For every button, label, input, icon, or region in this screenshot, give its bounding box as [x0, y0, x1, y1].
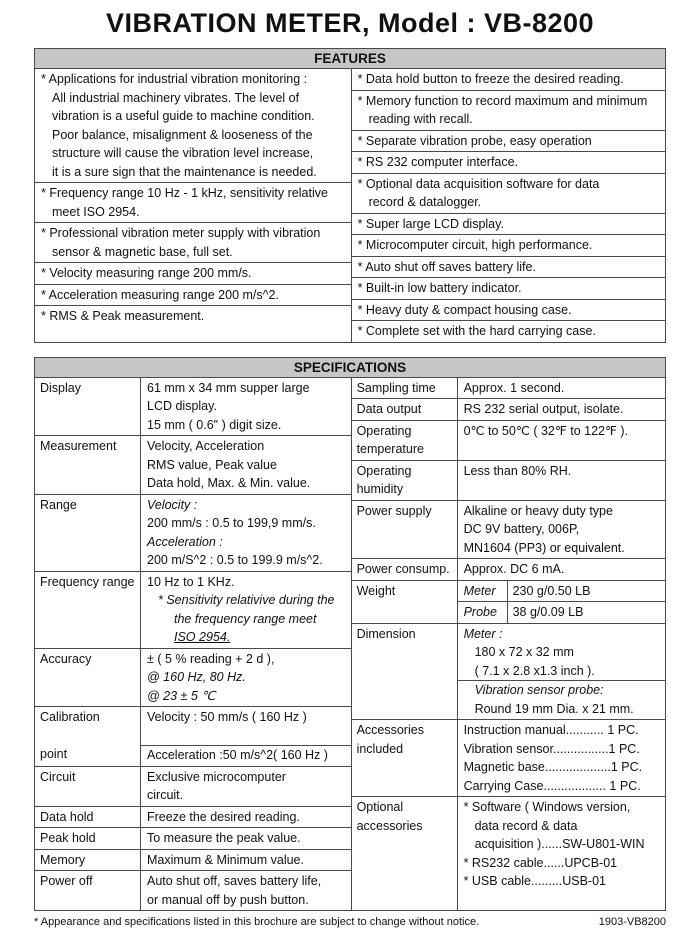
- feature-item: [35, 306, 351, 342]
- spec-value: [141, 436, 351, 494]
- spec-value: [141, 572, 351, 648]
- spec-subkey: Meter: [458, 581, 508, 602]
- spec-value-line: RMS value, Peak value: [147, 457, 277, 472]
- spec-value-line: 180 x 72 x 32 mm: [474, 645, 574, 659]
- spec-label: [352, 797, 458, 910]
- spec-value-line: acquisition )......SW-U801-WIN: [474, 837, 645, 851]
- spec-value: [141, 378, 351, 436]
- feature-item: [352, 235, 665, 257]
- feature-line: reading with recall.: [368, 112, 473, 126]
- feature-line: * Optional data acquisition software for data: [357, 176, 600, 191]
- spec-value: [141, 807, 351, 828]
- feature-line: sensor & magnetic base, full set.: [52, 244, 233, 259]
- feature-line: * Data hold button to freeze the desired reading.: [357, 72, 624, 86]
- spec-label-line: humidity: [356, 482, 404, 496]
- spec-label-line: Peak hold: [40, 831, 96, 845]
- spec-label-line: Data hold: [40, 809, 94, 824]
- spec-value-line: To measure the peak value.: [147, 831, 301, 845]
- spec-label: [35, 707, 141, 766]
- spec-subvalue: 38 g/0.09 LB: [512, 605, 584, 619]
- spec-value-line: ISO 2954.: [174, 630, 231, 644]
- spec-label-line: Frequency range: [40, 574, 135, 589]
- spec-value: [141, 649, 351, 707]
- feature-line: * Memory function to record maximum and minimum: [357, 93, 648, 108]
- spec-value: [458, 421, 665, 460]
- feature-line: meet ISO 2954.: [52, 204, 140, 219]
- features-column-left: [35, 69, 352, 342]
- feature-item: [35, 285, 351, 307]
- spec-row: [35, 767, 351, 807]
- spec-value: [458, 581, 665, 623]
- feature-item: [352, 174, 665, 214]
- spec-value-line: DC 9V battery, 006P,: [463, 522, 580, 536]
- spec-subkey: Probe: [458, 602, 508, 623]
- feature-item: [352, 131, 665, 153]
- spec-value: [141, 828, 351, 849]
- spec-row: [352, 720, 665, 797]
- spec-label-line: Power supply: [356, 503, 432, 518]
- spec-row: [352, 797, 665, 910]
- feature-line: * RMS & Peak measurement.: [41, 309, 205, 323]
- feature-line: * RS 232 computer interface.: [357, 155, 519, 169]
- specifications-table: [34, 357, 666, 912]
- feature-line: * Auto shut off saves battery life.: [357, 259, 536, 274]
- spec-value: [141, 767, 351, 806]
- spec-label: [35, 649, 141, 707]
- feature-item: [352, 300, 665, 322]
- spec-value-line: 0℃ to 50℃ ( 32℉ to 122℉ ).: [463, 423, 629, 438]
- spec-label-line: Calibration: [40, 710, 100, 724]
- spec-value-line: Freeze the desired reading.: [147, 809, 300, 824]
- spec-value-line: Data hold, Max. & Min. value.: [147, 476, 311, 490]
- spec-subvalue: 230 g/0.50 LB: [512, 583, 591, 598]
- spec-label: [352, 501, 458, 559]
- spec-value-line: Vibration sensor probe:: [458, 680, 665, 700]
- spec-value-line: Acceleration :50 m/s^2( 160 Hz ): [141, 745, 351, 765]
- spec-label-line: Operating: [356, 463, 412, 478]
- spec-value-line: Less than 80% RH.: [463, 463, 572, 478]
- spec-value-line: Velocity : 50 mm/s ( 160 Hz ): [147, 710, 307, 724]
- spec-value-line: Vibration sensor................1 PC.: [463, 741, 640, 756]
- spec-row: [35, 850, 351, 872]
- feature-item: [352, 214, 665, 236]
- spec-value: [458, 624, 665, 720]
- spec-label-line: [40, 727, 137, 746]
- spec-value-line: RS 232 serial output, isolate.: [463, 402, 624, 416]
- feature-line: * Microcomputer circuit, high performance.: [357, 238, 593, 252]
- specifications-body: [35, 378, 665, 911]
- spec-value-line: @ 23 ± 5 ℃: [147, 688, 216, 703]
- spec-label: [352, 399, 458, 420]
- spec-value-line: Acceleration :: [147, 534, 223, 549]
- spec-label: [352, 720, 458, 796]
- spec-value-line: @ 160 Hz, 80 Hz.: [147, 670, 246, 684]
- spec-row: [35, 871, 351, 910]
- feature-item: [352, 257, 665, 279]
- spec-value-line: 200 mm/s : 0.5 to 199,9 mm/s.: [147, 516, 316, 530]
- spec-subrow: [458, 581, 665, 603]
- spec-value-line: * USB cable.........USB-01: [463, 874, 606, 888]
- spec-subrow: [458, 602, 665, 623]
- feature-line: All industrial machinery vibrates. The level of: [52, 90, 300, 105]
- specifications-column-left: [35, 378, 352, 911]
- spec-value-line: circuit.: [147, 788, 184, 802]
- feature-line: * Complete set with the hard carrying case.: [357, 324, 596, 338]
- feature-line: * Acceleration measuring range 200 m/s^2.: [41, 287, 279, 302]
- spec-label: [35, 807, 141, 828]
- spec-label: [352, 421, 458, 460]
- spec-value-line: Approx. 1 second.: [463, 380, 565, 395]
- spec-label-line: Power off: [40, 874, 93, 888]
- spec-value-line: Velocity :: [147, 497, 198, 512]
- spec-value-line: * RS232 cable......UPCB-01: [463, 855, 618, 870]
- spec-label: [35, 871, 141, 910]
- spec-label-line: Sampling time: [356, 380, 436, 395]
- spec-label: [352, 559, 458, 580]
- spec-label-line: Power consump.: [356, 562, 450, 576]
- spec-value: [458, 399, 665, 420]
- spec-value-line: 15 mm ( 0.6" ) digit size.: [147, 417, 282, 432]
- spec-value-line: Alkaline or heavy duty type: [463, 503, 613, 518]
- spec-value-line: * Sensitivity relativive during the: [158, 593, 335, 607]
- feature-item: [352, 69, 665, 91]
- spec-label-line: Circuit: [40, 769, 76, 784]
- spec-value-line: ( 7.1 x 2.8 x1.3 inch ).: [474, 663, 595, 678]
- feature-line: * Super large LCD display.: [357, 216, 504, 231]
- spec-row: [352, 559, 665, 581]
- spec-value: [141, 871, 351, 910]
- feature-line: * Applications for industrial vibration monitoring :: [41, 72, 308, 86]
- spec-row: [352, 581, 665, 624]
- feature-item: [35, 69, 351, 183]
- footer-note: * Appearance and specifications listed in this brochure are subject to change without notice.: [34, 916, 480, 928]
- specifications-header: SPECIFICATIONS: [35, 358, 665, 378]
- spec-label-line: Measurement: [40, 439, 117, 453]
- spec-label: [35, 572, 141, 648]
- spec-value-line: Approx. DC 6 mA.: [463, 562, 565, 576]
- feature-item: [352, 152, 665, 174]
- spec-row: [352, 501, 665, 560]
- spec-value: [458, 797, 665, 910]
- spec-value-line: 61 mm x 34 mm supper large: [147, 380, 310, 395]
- spec-row: [35, 378, 351, 437]
- spec-label-line: Optional: [356, 800, 404, 814]
- spec-label-line: Weight: [356, 583, 396, 598]
- spec-value: [141, 495, 351, 571]
- spec-value: [458, 378, 665, 399]
- spec-label-line: Dimension: [356, 626, 416, 641]
- feature-item: [352, 321, 665, 342]
- spec-row: [35, 572, 351, 649]
- feature-item: [352, 278, 665, 300]
- spec-value-line: Exclusive microcomputer: [147, 769, 286, 784]
- features-header: FEATURES: [35, 49, 665, 69]
- spec-value-line: * Software ( Windows version,: [463, 800, 631, 814]
- feature-line: structure will cause the vibration level increase,: [52, 146, 314, 160]
- spec-value-line: Magnetic base...................1 PC.: [463, 760, 643, 774]
- spec-value-line: Meter :: [463, 626, 503, 641]
- spec-label-line: Accessories: [356, 723, 424, 737]
- features-body: [35, 69, 665, 342]
- feature-item: [35, 263, 351, 285]
- feature-line: * Professional vibration meter supply with vibration: [41, 226, 321, 240]
- spec-label: [35, 495, 141, 571]
- feature-line: * Separate vibration probe, easy operation: [357, 133, 592, 148]
- footer-code: 1903-VB8200: [598, 916, 666, 928]
- spec-row: [35, 707, 351, 767]
- spec-value-line: Maximum & Minimum value.: [147, 852, 304, 867]
- spec-label: [35, 767, 141, 806]
- spec-label-line: accessories: [356, 818, 423, 833]
- specifications-column-right: [352, 378, 665, 911]
- spec-value-line: 200 m/S^2 : 0.5 to 199.9 m/s^2.: [147, 553, 323, 567]
- spec-label-line: Operating: [356, 423, 412, 438]
- spec-value-line: Carrying Case.................. 1 PC.: [463, 778, 641, 793]
- spec-value-line: ± ( 5 % reading + 2 d ),: [147, 651, 275, 666]
- page-footer: [34, 911, 666, 928]
- spec-label-line: included: [356, 741, 404, 756]
- spec-value-line: Velocity, Acceleration: [147, 439, 265, 453]
- spec-value-line: or manual off by push button.: [147, 892, 309, 907]
- feature-line: * Velocity measuring range 200 mm/s.: [41, 266, 252, 280]
- spec-label-line: point: [40, 747, 68, 761]
- feature-line: record & datalogger.: [368, 195, 482, 209]
- feature-line: Poor balance, misalignment & looseness of the: [52, 127, 313, 142]
- spec-value-line: 10 Hz to 1 KHz.: [147, 574, 235, 589]
- spec-value-line: Instruction manual........... 1 PC.: [463, 723, 639, 737]
- spec-label: [352, 624, 458, 720]
- spec-value: [458, 720, 665, 796]
- spec-row: [352, 421, 665, 461]
- spec-row: [35, 828, 351, 850]
- feature-item: [352, 91, 665, 131]
- spec-value-line: the frequency range meet: [174, 611, 317, 626]
- spec-row: [35, 495, 351, 572]
- feature-line: * Built-in low battery indicator.: [357, 281, 522, 295]
- spec-row: [35, 807, 351, 829]
- feature-line: it is a sure sign that the maintenance is needed.: [52, 164, 317, 179]
- spec-value: [458, 559, 665, 580]
- spec-value-line: data record & data: [474, 818, 578, 833]
- spec-label: [35, 436, 141, 494]
- features-table: [34, 48, 666, 343]
- feature-line: * Heavy duty & compact housing case.: [357, 302, 572, 317]
- spec-row: [35, 649, 351, 708]
- spec-row: [352, 399, 665, 421]
- feature-item: [35, 223, 351, 263]
- spec-label-line: Accuracy: [40, 651, 92, 666]
- spec-label: [35, 378, 141, 436]
- page-title: VIBRATION METER, Model : VB-8200: [105, 8, 595, 38]
- spec-value-line: LCD display.: [147, 399, 217, 413]
- spec-label-line: Display: [40, 380, 81, 395]
- features-column-right: [352, 69, 665, 342]
- spec-label: [35, 828, 141, 849]
- spec-label-line: Data output: [356, 402, 422, 416]
- spec-value: [458, 461, 665, 500]
- spec-label: [35, 850, 141, 871]
- spec-value-line: Auto shut off, saves battery life,: [147, 874, 322, 888]
- spec-row: [352, 378, 665, 400]
- spec-row: [352, 624, 665, 721]
- feature-line: * Frequency range 10 Hz - 1 kHz, sensitivity relative: [41, 186, 328, 200]
- spec-value: [141, 707, 351, 766]
- spec-value-line: Round 19 mm Dia. x 21 mm.: [474, 701, 634, 716]
- spec-label-line: Memory: [40, 852, 86, 867]
- spec-value: [141, 850, 351, 871]
- spec-label: [352, 378, 458, 399]
- spec-label-line: temperature: [356, 442, 424, 456]
- spec-label: [352, 461, 458, 500]
- feature-line: vibration is a useful guide to machine condition.: [52, 109, 315, 123]
- spec-value-line: MN1604 (PP3) or equivalent.: [463, 540, 625, 555]
- spec-row: [35, 436, 351, 495]
- spec-row: [352, 461, 665, 501]
- spec-label-line: Range: [40, 497, 77, 512]
- spec-value: [458, 501, 665, 559]
- spec-value-line: [147, 727, 348, 746]
- spec-label: [352, 581, 458, 623]
- feature-item: [35, 183, 351, 223]
